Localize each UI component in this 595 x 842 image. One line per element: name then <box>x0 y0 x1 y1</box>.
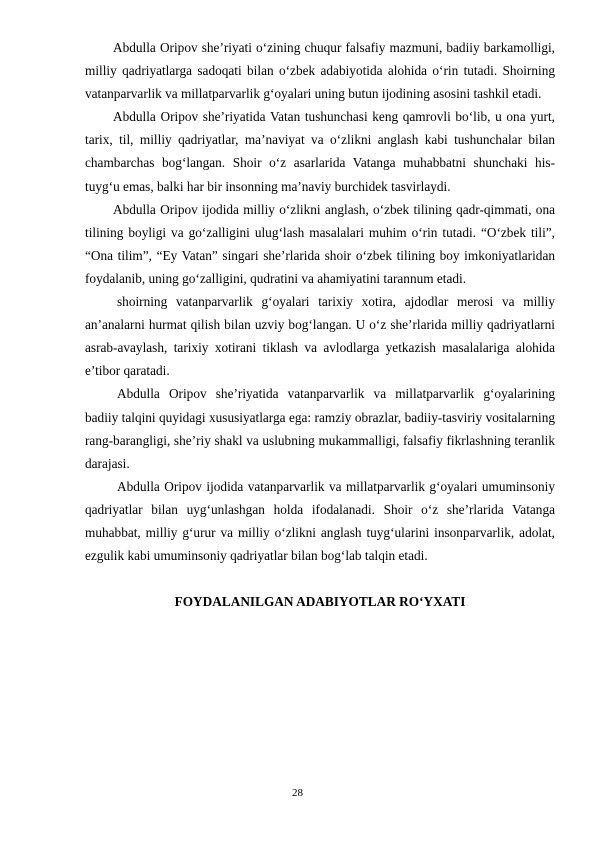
paragraph-vatan-concept: Abdulla Oripov she’riyatida Vatan tushunchasi keng qamrovli bo‘lib, u ona yurt, tarix, til, milliy qadriyatlar, ma’naviyat va o‘zlikni anglash kabi tushunchalar bilan chambarchas bog‘langan. Shoir o‘z asarlarida Vatanga muhabbatni shunchaki his-tuyg‘u emas, balki har bir insonning ma’naviy burchidek tasvirlaydi. <box>85 109 555 194</box>
paragraph-language: Abdulla Oripov ijodida milliy o‘zlikni anglash, o‘zbek tilining qadr-qimmati, ona tilining boyligi va go‘zalligini ulug‘lash masalalari muhim o‘rin tutadi. “O‘zbek tili”, “Ona tilim”, “Ey Vatan” singari she’rlarida shoir o‘zbek tilining boy imkoniyatlaridan foydalanib, uning go‘zalligini, qudratini va ahamiyatini tarannum etadi. <box>85 201 555 286</box>
page-content <box>85 36 555 613</box>
paragraph-historical-memory: shoirning vatanparvarlik g‘oyalari tarixiy xotira, ajdodlar merosi va milliy an’analarni hurmat qilish bilan uzviy bog‘langan. U o‘z she’rlarida milliy qadriyatlarni asrab-avaylash, tarixiy xotirani tiklash va avlodlarga yetkazish masalalariga alohida e’tibor qaratadi. <box>85 294 555 379</box>
references-heading: FOYDALANILGAN ADABIYOTLAR RO‘YXATI <box>174 594 466 610</box>
paragraph-artistic-features: Abdulla Oripov she’riyatida vatanparvarlik va millatparvarlik g‘oyalarining badiiy talqini quyidagi xususiyatlarga ega: ramziy obrazlar, badiiy-tasviriy vositalarning rang-barangligi, she’riy shakl va uslubning mukammalligi, falsafiy fikrlashning teranlik darajasi. <box>85 386 555 471</box>
paragraph-intro: Abdulla Oripov she’riyati o‘zining chuqur falsafiy mazmuni, badiiy barkamolligi, milliy qadriyatlarga sadoqati bilan o‘zbek adabiyotida alohida o‘rin tutadi. Shoirning vatanparvarlik va millatparvarlik g‘oyalari uning butun ijodining asosini tashkil etadi. <box>85 40 555 102</box>
paragraph-universal-values: Abdulla Oripov ijodida vatanparvarlik va millatparvarlik g‘oyalari umuminsoniy qadriyatlar bilan uyg‘unlashgan holda ifodalanadi. Shoir o‘z she’rlarida Vatanga muhabbat, milliy g‘urur va milliy o‘zlikni anglash tuyg‘ularini insonparvarlik, adolat, ezgulik kabi umuminsoniy qadriyatlar bilan bog‘lab talqin etadi. <box>85 478 555 564</box>
page-number: 28 <box>292 787 303 799</box>
